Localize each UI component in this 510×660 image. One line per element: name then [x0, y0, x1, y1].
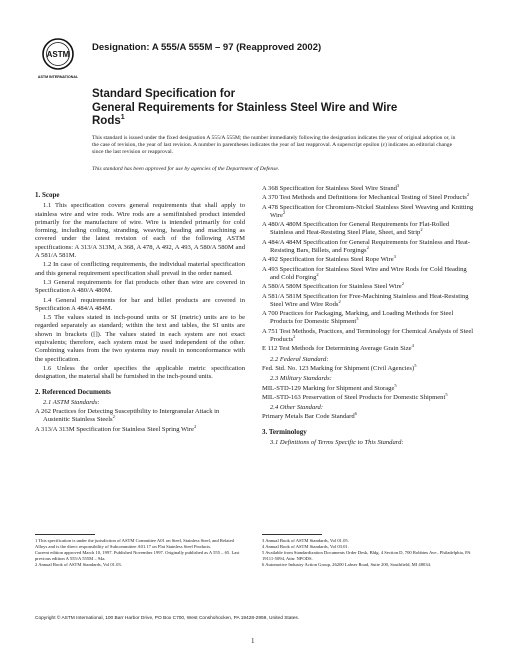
- footnotes-right: [262, 538, 474, 568]
- ref-item: A 493 Specification for Stainless Steel Wire and Wire Rods for Cold Heading and Cold Forging$^2$: [262, 265, 467, 281]
- ref-item: A 580/A 580M Specification for Stainless Steel Wire$^2$: [262, 281, 404, 291]
- ref-item: A 313/A 313M Specification for Stainless Steel Spring Wire$^2$: [35, 423, 197, 433]
- footnote: 1 This specification is under the jurisdiction of ASTM Committee A01 on Steel, Stainless Steel, and Related Alloys and is the direct responsibility of Subcommittee A01.17 on Flat Stainless Steel Products.: [35, 538, 234, 549]
- title-line-2: General Requirements for Stainless Steel Wire and Wire Rods$^1$: [92, 101, 398, 127]
- issued-note: This standard is issued under the fixed designation A 555/A 555M; the number immediately following the designation indicates the year of original adoption or, in the case of revision, the year of last revision. A number in parentheses indicates the year of last reapproval. A superscript epsilon (ε) indicates an editorial change since the last revision or reapproval.: [92, 135, 456, 156]
- other-standard-label: 2.4 Other Standard:: [270, 404, 324, 412]
- document-title: [92, 88, 422, 129]
- footnote: 6 Automotive Industry Action Group, 26200 Lahser Road, Suite 200, Southfield, MI 48034.: [262, 562, 432, 567]
- ref-item: A 581/A 581M Specification for Free-Machining Stainless and Heat-Resisting Steel Wire and Wire Rods$^2$: [262, 292, 469, 308]
- para-1-3: 1.3 General requirements for flat products other than wire are covered in Specification A 480/A 480M.: [35, 278, 245, 295]
- para-1-5: 1.5 The values stated in inch-pound units or SI (metric) units are to be regarded separately as standard; within the text and tables, the SI units are shown in brackets ([]). The values stated in each system are not exact equivalents; therefore, each system must be used independent of the other. Combining values from the two systems may result in nonconformance with the specification.: [35, 314, 245, 363]
- scope-heading: 1. Scope: [35, 191, 60, 199]
- title-line-1: Standard Specification for: [92, 88, 236, 100]
- logo-text: ASTM INTERNATIONAL: [37, 75, 79, 79]
- ref-item: A 751 Test Methods, Practices, and Terminology for Chemical Analysis of Steel Products$^2$: [262, 327, 474, 344]
- footnotes-left: [35, 538, 245, 568]
- ref-item: A 262 Practices for Detecting Susceptibility to Intergranular Attack in Austenitic Stainless Steels$^2$: [35, 408, 220, 424]
- footnote: Current edition approved March 10, 1997. Published November 1997. Originally published as A 555 – 65. Last previous edition A 555/A 555M – 94a.: [35, 550, 240, 561]
- designation: Designation: A 555/A 555M – 97 (Reapproved 2002): [92, 42, 322, 53]
- ref-item: A 492 Specification for Stainless Steel Rope Wire$^3$: [262, 254, 396, 264]
- footnote: 3 Annual Book of ASTM Standards, Vol 01.05.: [262, 538, 349, 543]
- copyright: Copyright © ASTM International, 100 Barr Harbor Drive, PO Box C700, West Conshohocken, PA 19428-2959, United States.: [35, 616, 300, 621]
- astm-logo: [37, 38, 79, 82]
- left-column: [35, 185, 245, 435]
- ref-item: MIL-STD-163 Preservation of Steel Products for Domestic Shipment$^5$: [262, 391, 448, 401]
- refdocs-heading: 2. Referenced Documents: [35, 387, 111, 396]
- footnote-rule-left: [35, 534, 95, 535]
- para-3-1: 3.1 Definitions of Terms Specific to This Standard:: [270, 439, 404, 447]
- ref-item: E 112 Test Methods for Determining Average Grain Size$^4$: [262, 343, 414, 353]
- footnote: 4 Annual Book of ASTM Standards, Vol 03.01.: [262, 544, 349, 549]
- terminology-heading: 3. Terminology: [262, 427, 307, 436]
- page-number: 1: [251, 637, 255, 645]
- ref-item: A 700 Practices for Packaging, Marking, and Loading Methods for Steel Products for Domestic Shipment$^3$: [262, 310, 454, 326]
- para-1-2: 1.2 In case of conflicting requirements, the individual material specification and this general requirement specification shall prevail in the order named.: [35, 261, 245, 277]
- astm-standards-label: 2.1 ASTM Standards:: [43, 398, 100, 406]
- ref-item: Fed. Std. No. 123 Marking for Shipment (Civil Agencies)$^5$: [262, 362, 417, 372]
- federal-standard-label: 2.2 Federal Standard:: [270, 355, 329, 363]
- ref-item: A 368 Specification for Stainless Steel Wire Strand$^3$: [262, 182, 400, 192]
- para-1-6: 1.6 Unless the order specifies the applicable metric specification designation, the material shall be furnished in the inch-pound units.: [35, 364, 245, 381]
- ref-item: A 370 Test Methods and Definitions for Mechanical Testing of Steel Products$^2$: [262, 192, 470, 202]
- para-1-4: 1.4 General requirements for bar and billet products are covered in Specification A 484/A 484M.: [35, 296, 245, 312]
- footnote: 5 Available from Standardization Documents Order Desk, Bldg. 4 Section D, 700 Robbins Ave., Philadelphia, PA 19111-5094, Attn: NPODS.: [262, 550, 471, 561]
- right-column: [262, 182, 474, 448]
- para-1-1: 1.1 This specification covers general requirements that shall apply to stainless wire and wire rods. Wire rods are a semifinished product intended primarily for the manufacture of wire. Wire is intended primarily for cold forming, including coiling, stranding, weaving, heading and machining as covered under the latest revision of each of the following ASTM specifications: A 313/A 313M, A 368, A 478, A 492, A 493, A 580/A 580M and A 581/A 581M.: [35, 202, 245, 260]
- ref-item: MIL-STD-129 Marking for Shipment and Storage$^5$: [262, 382, 397, 392]
- ref-item: A 484/A 484M Specification for General Requirements for Stainless and Heat-Resisting Bars, Billets, and Forgings$^2$: [262, 238, 471, 255]
- svg-text:ASTM: ASTM: [46, 50, 70, 59]
- footnote-rule-right: [262, 534, 322, 535]
- ref-item: A 478 Specification for Chromium-Nickel Stainless Steel Weaving and Knitting Wire$^2$: [262, 203, 474, 219]
- military-standards-label: 2.3 Military Standards:: [270, 375, 332, 383]
- ref-item: Primary Metals Bar Code Standard$^6$: [262, 411, 357, 421]
- ref-item: A 480/A 480M Specification for General Requirements for Flat-Rolled Stainless and Heat-Resisting Steel Plate, Sheet, and Strip$^2$: [262, 221, 450, 237]
- dod-note: This standard has been approved for use by agencies of the Department of Defense.: [92, 166, 280, 172]
- footnote: 2 Annual Book of ASTM Standards, Vol 01.03.: [35, 562, 122, 567]
